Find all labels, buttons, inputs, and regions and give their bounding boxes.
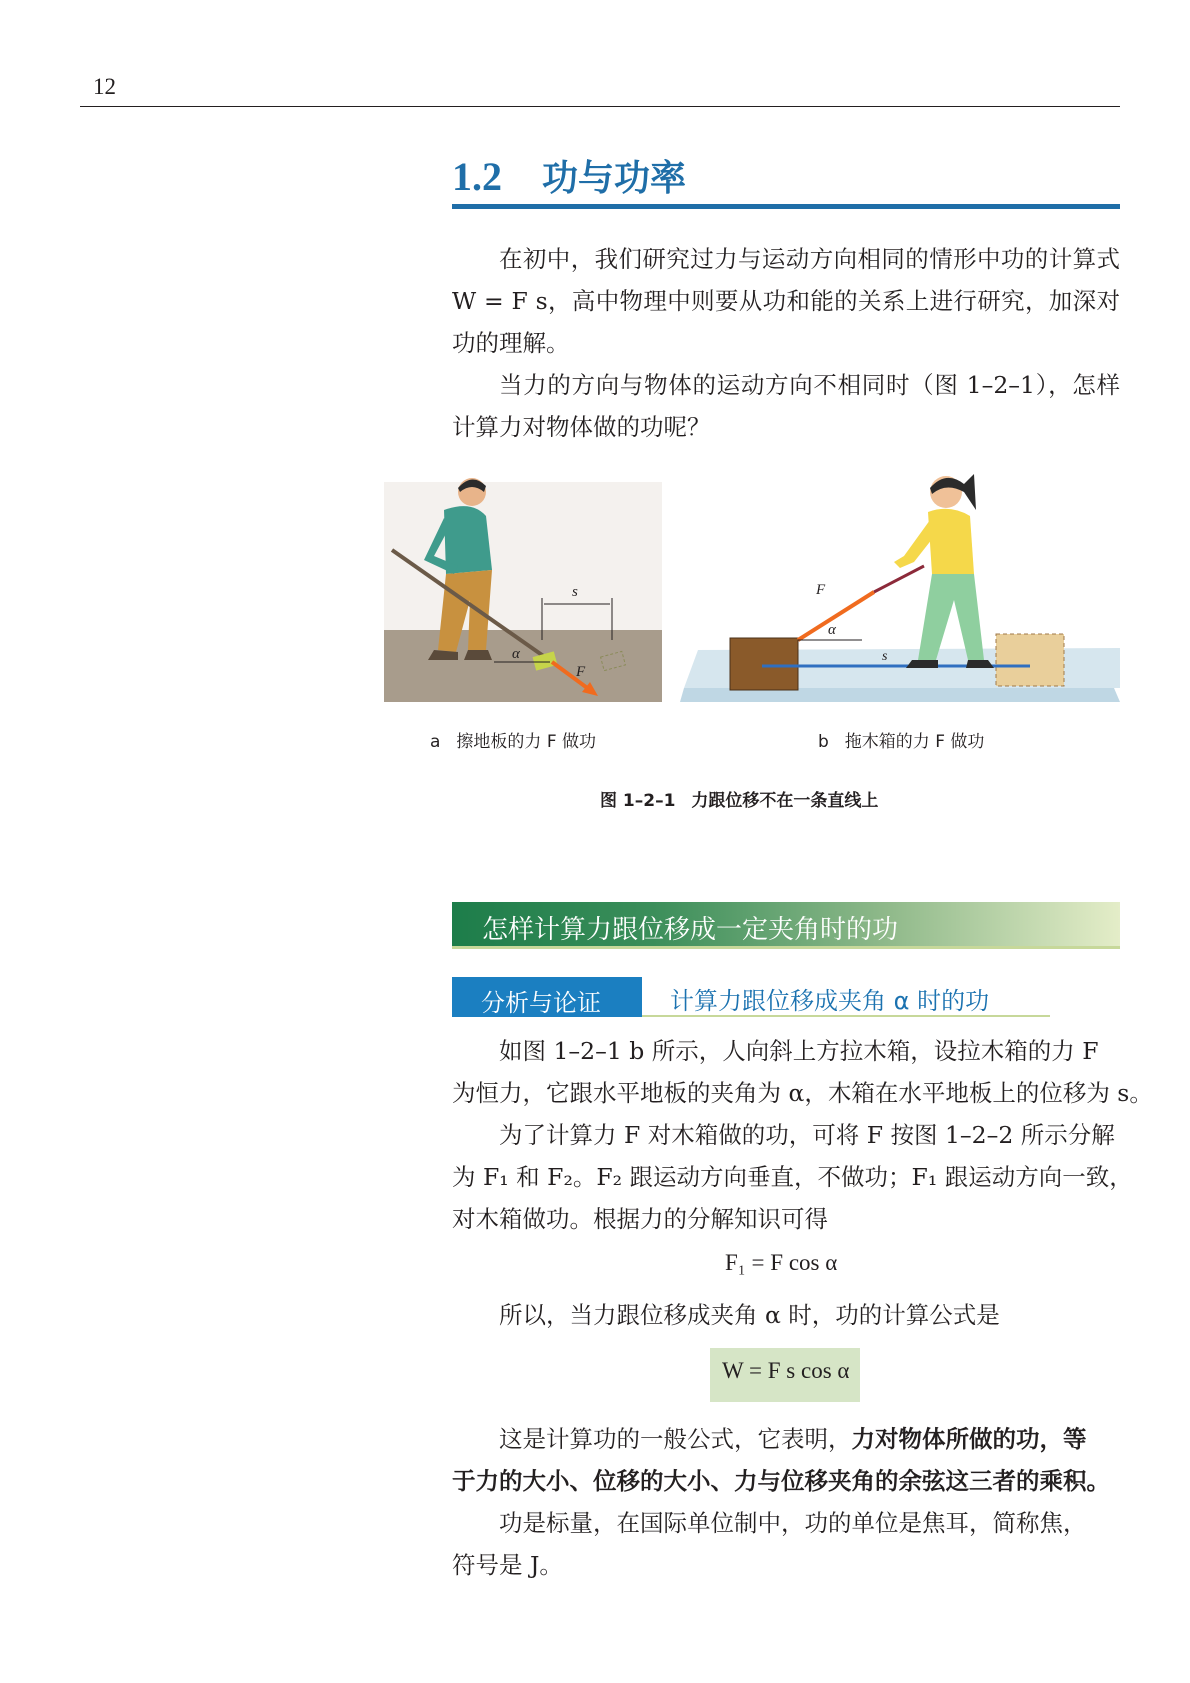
label-alpha-a: α — [512, 646, 520, 662]
label-F-b: F — [816, 582, 826, 598]
figure-label-a-letter: a — [430, 732, 441, 752]
body-line-p3-1: 如图 1–2–1 b 所示，人向斜上方拉木箱，设拉木箱的力 F — [499, 1037, 1099, 1065]
analysis-title-rule — [642, 1015, 1050, 1017]
figure-label-b — [818, 727, 984, 752]
person-b-arm — [894, 520, 936, 568]
label-s-a: s — [572, 584, 578, 600]
formula-work: W = F s cos α — [722, 1358, 850, 1383]
intro-text — [452, 238, 1120, 448]
formula-f1: F₁ = F cos α — [725, 1250, 838, 1275]
analysis-tag-label: 分析与论证 — [481, 989, 601, 1017]
rope — [874, 566, 924, 592]
body-line-p4-3: 对木箱做功。根据力的分解知识可得 — [452, 1205, 828, 1233]
body-line-p6-1 — [499, 1420, 1087, 1454]
figure-label-a — [430, 727, 596, 752]
body-line-p4-1: 为了计算力 F 对木箱做的功，可将 F 按图 1–2–2 所示分解 — [499, 1121, 1115, 1149]
figure-caption — [600, 786, 878, 811]
body-line-p6-1-bold: 力对物体所做的功，等 — [851, 1425, 1087, 1453]
section-number: 1.2 — [452, 154, 502, 199]
person-b-pants — [918, 574, 984, 660]
body-line-p7-1: 功是标量，在国际单位制中，功的单位是焦耳，简称焦， — [499, 1509, 1087, 1537]
label-F-a: F — [576, 664, 586, 680]
crate — [730, 638, 798, 690]
figure-illustrations — [384, 470, 1120, 710]
figure-caption-number: 图 1–2–1 — [600, 791, 676, 811]
label-alpha-b: α — [828, 622, 836, 638]
wall-a — [384, 482, 662, 630]
header-rule — [80, 106, 1120, 107]
crate-ghost — [996, 634, 1064, 686]
figure-label-a-text: 擦地板的力 F 做功 — [456, 732, 597, 752]
label-s-b: s — [882, 649, 888, 664]
body-line-p6-2 — [452, 1462, 1110, 1496]
figure-label-b-letter: b — [818, 732, 829, 752]
section-heading — [452, 150, 686, 201]
person-b-shirt — [928, 509, 974, 574]
body-line-p5: 所以，当力跟位移成夹角 α 时，功的计算公式是 — [499, 1301, 1000, 1329]
figure-label-b-text: 拖木箱的力 F 做功 — [844, 732, 985, 752]
force-arrow-b — [798, 592, 874, 640]
body-line-p3-2: 为恒力，它跟水平地板的夹角为 α，木箱在水平地板上的位移为 s。 — [452, 1079, 1153, 1107]
page-number: 12 — [93, 74, 116, 99]
section-title-rule — [452, 204, 1120, 209]
body-line-p6-1-plain: 这是计算功的一般公式，它表明， — [499, 1425, 852, 1453]
body-line-p7-2: 符号是 J。 — [452, 1551, 563, 1579]
figure-caption-text: 力跟位移不在一条直线上 — [691, 791, 879, 811]
body-line-p4-2: 为 F₁ 和 F₂。F₂ 跟运动方向垂直，不做功；F₁ 跟运动方向一致， — [452, 1163, 1133, 1191]
illustration-pulling-box — [680, 474, 1120, 702]
intro-paragraph-2: 当力的方向与物体的运动方向不相同时（图 1–2–1），怎样计算力对物体做的功呢？ — [452, 371, 1120, 441]
section-title: 功与功率 — [542, 158, 687, 199]
illustration-mopping — [384, 478, 662, 702]
intro-paragraph-1: 在初中，我们研究过力与运动方向相同的情形中功的计算式 W = F s，高中物理中则要从功和能的关系上进行研究，加深对功的理解。 — [452, 245, 1120, 357]
body-line-p6-2-bold: 于力的大小、位移的大小、力与位移夹角的余弦这三者的乘积。 — [452, 1467, 1110, 1495]
topic-banner-underline — [452, 946, 1120, 949]
topic-banner-title: 怎样计算力跟位移成一定夹角时的功 — [482, 915, 899, 945]
analysis-title: 计算力跟位移成夹角 α 时的功 — [670, 987, 990, 1015]
